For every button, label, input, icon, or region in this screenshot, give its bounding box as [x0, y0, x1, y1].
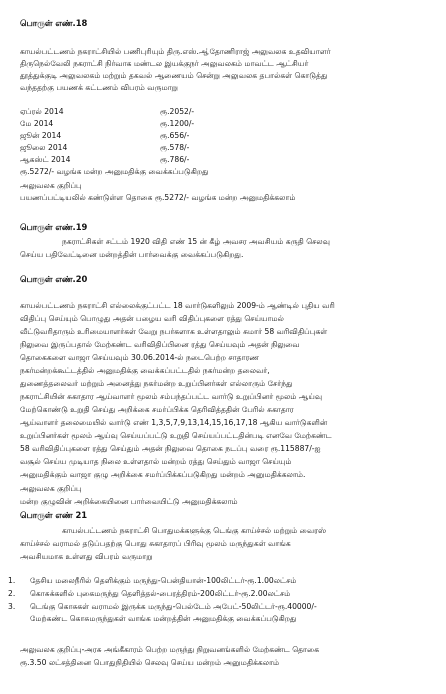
item20-para-line: துணைத்தலைவர் மற்றும் அனைத்து நகர்மன்ற உறுப்பினர்கள் எல்லாரும் சேர்ந்து — [20, 379, 293, 388]
item20-para-line: வீட்டுவரிதாரும் உரிமையாளர்கள் வேறு நபர்களாக உள்ளதாலும் சுமார் 58 வரிவிதிப்புகள் — [20, 327, 328, 336]
month-label: ஏப்ரல் 2014 — [20, 107, 64, 116]
item19-heading: பொருள் எண்.19 — [20, 222, 88, 232]
month-label: ஜூன் 2014 — [20, 131, 62, 140]
list-item-number: 1. — [8, 576, 16, 585]
item19-para-line: நகராட்சிகள் சட்டம் 1920 விதி எண் 15 ன் கீழ் அவசர அவசியம் கருதி செலவு — [62, 237, 330, 246]
item20-para-line: 58 வரிவிதிப்புகளை ரத்து செய்தும் அதன் நிலுவை தொகை நடப்பு வரை ரூ.115887/-ஐ — [20, 444, 321, 453]
list-item-number: 3. — [8, 602, 16, 611]
item18-note-label: அலுவலக குறிப்பு — [20, 181, 82, 190]
month-amount: ரூ.2052/- — [160, 107, 195, 116]
month-label: ஆகஸ்ட் 2014 — [20, 155, 71, 164]
list-item-text: தேசிய மலைநீரில் தெளிக்கும் மருந்து-பென்தியான்-100லிட்டர்-ரூ.1.00லட்சம் — [30, 576, 297, 585]
item20-note: மன்ற குழுவின் அறிக்கையினை பார்வையிட்டு அனுமதிக்கலாம் — [20, 497, 238, 506]
item20-para-line: விதிப்பு செய்யும் பொழுது அதன் பழைய வரி விதிப்புகளை ரத்து செய்யாமல் — [20, 314, 284, 323]
list-item — [8, 588, 438, 600]
item21-para-line: காய்ச்சல் வராமல் தடுப்பதற்கு பொது சுகாதாரப் பிரிவு மூலம் மருந்துகள் வாங்க — [20, 539, 291, 548]
item20-para-line: வசூல் செய்ய முடியாத நிலை உள்ளதால் மன்றம் ரத்து செய்தும் வாஜா செய்யும் — [20, 457, 292, 466]
item21-note-line: ரூ.3.50 லட்சத்தினை பொதுநிதியில் செலவு செய்ய மன்றம் அனுமதிக்கலாம் — [20, 658, 280, 667]
list-item-number: 2. — [8, 589, 16, 598]
list-item-text: மேற்கண்ட கொசுமருந்துகள் வாங்க மன்றத்தின் அனுமதிக்கு வைக்கப்படுகிறது — [30, 614, 297, 623]
item20-heading: பொருள் எண்.20 — [20, 274, 88, 284]
item20-para-line: அனுமதிக்கும் வாஜா குழு அறிக்கை சமர்ப்பிக்கப்படுகிறது மன்றம் அனுமதிக்கலாம். — [20, 470, 306, 479]
item20-para-line: தொகைகளை வாஜா செய்யவும் 30.06.2014-ல் நடைபெற்ற சாதாரண — [20, 353, 260, 362]
item19-para-line: செய்ய பதிவேட்டினை மன்றத்தின் பார்வைக்கு வைக்கப்படுகிறது. — [20, 250, 244, 259]
item20-para-line: மேற்கொண்டு உறுதி செய்து அறிக்கை சமர்ப்பிக்க தெரிவித்ததின் பேரில் சுகாதார — [20, 405, 294, 414]
item18-heading: பொருள் எண்.18 — [20, 18, 88, 28]
list-item — [8, 601, 438, 625]
item21-note-line: அலுவலக குறிப்பு-அரசு அங்கீகாரம் பெற்ற மருந்து நிறுவனங்களில் மேற்கண்ட தொகை — [20, 645, 320, 654]
item21-para-line: அவசியமாக உள்ளது விபரம் வருமாறு — [20, 552, 153, 561]
item20-para-line: ஆய்வாளர் தலைமையில் வார்டு எண் 1,3,5,7,9,13,14,15,16,17,18 ஆகிய வார்டுகளின் — [20, 418, 328, 427]
item20-note-label: அலுவலக குறிப்பு — [20, 484, 82, 493]
item20-para-line: நகராட்சியின் சுகாதார ஆய்வாளர் மூலம் சம்பந்தப்பட்ட வார்டு உறுப்பினர் மூலம் ஆய்வு — [20, 392, 323, 401]
month-label: மே 2014 — [20, 119, 54, 128]
list-item-text: டெங்கு கொசுகள் வராமல் இருக்க மருந்து-பெல்டேம் அபேட்-50லிட்டர்-ரூ.40000/- — [30, 602, 317, 611]
item20-para-line: நிலுவை இருப்பதால் மேற்கண்ட வரிவிதிப்பினை ரத்து செய்யவும் அதன் நிலுவை — [20, 340, 300, 349]
list-item — [8, 575, 438, 587]
item21-para-line: காயல்பட்டணம் நகராட்சி பொதுமக்களுக்கு டெங்கு காய்ச்சல் மற்றும் வைரஸ் — [62, 526, 327, 535]
item18-total: ரூ.5272/- வழங்க மன்ற அனுமதிக்கு வைக்கப்படுகிறது — [20, 167, 209, 176]
month-amount: ரூ.656/- — [160, 131, 190, 140]
item21-heading: பொருள் எண் 21 — [20, 510, 88, 520]
item20-para-line: காயல்பட்டணம் நகராட்சி எல்லைக்குட்பட்ட 18 வார்டுகளிலும் 2009-ம் ஆண்டில் புதிய வரி — [20, 301, 335, 310]
item18-para-line: காயல்பட்டணம் நகராட்சியில் பணிபுரியும் திரு.எஸ்.ஆ்தோணிராஜ் அலுவலக உதவியாளர் — [20, 47, 331, 56]
item20-para-line: நகர்மன்றக்கூட்டத்தில் அனுமதிக்கு வைக்கப்பட்டதில் நகர்மன்ற தலைவர், — [20, 366, 270, 375]
item18-note: பயணப்பட்டியலில் கண்டுள்ள தொகை ரூ.5272/- வழங்க மன்ற அனுமதிக்கலாம் — [20, 193, 296, 202]
item18-para-line: தூத்துக்குடி அலுவலகம் மற்றும் தகவல் ஆணையம் சென்று அலுவலக தபால்கள் கொடுத்து — [20, 71, 328, 80]
month-amount: ரூ.1200/- — [160, 119, 195, 128]
item20-para-line: உறுப்பினர்கள் மூலம் ஆய்வு செய்யப்பட்டு உறுதி செய்யப்பட்டதின்படி எனவே மேற்கண்ட — [20, 431, 332, 440]
list-item-text: கொசுக்களில் புகைமருந்து தெளித்தல்-பைரத்திரம்-200லிட்டர்-ரூ.2.00லட்சம் — [30, 589, 291, 598]
month-amount: ரூ.786/- — [160, 155, 190, 164]
month-amount: ரூ.578/- — [160, 143, 190, 152]
month-label: ஜூலை 2014 — [20, 143, 68, 152]
item18-para-line: வந்ததற்கு பயணக் கட்டணம் விபரம் வருமாறு — [20, 83, 179, 92]
item18-para-line: திருநெல்வேலி நகராட்சி நிர்வாக மண்டல இயக்குநர் அலுவலகம் மாவட்ட ஆட்சியர் — [20, 59, 309, 68]
